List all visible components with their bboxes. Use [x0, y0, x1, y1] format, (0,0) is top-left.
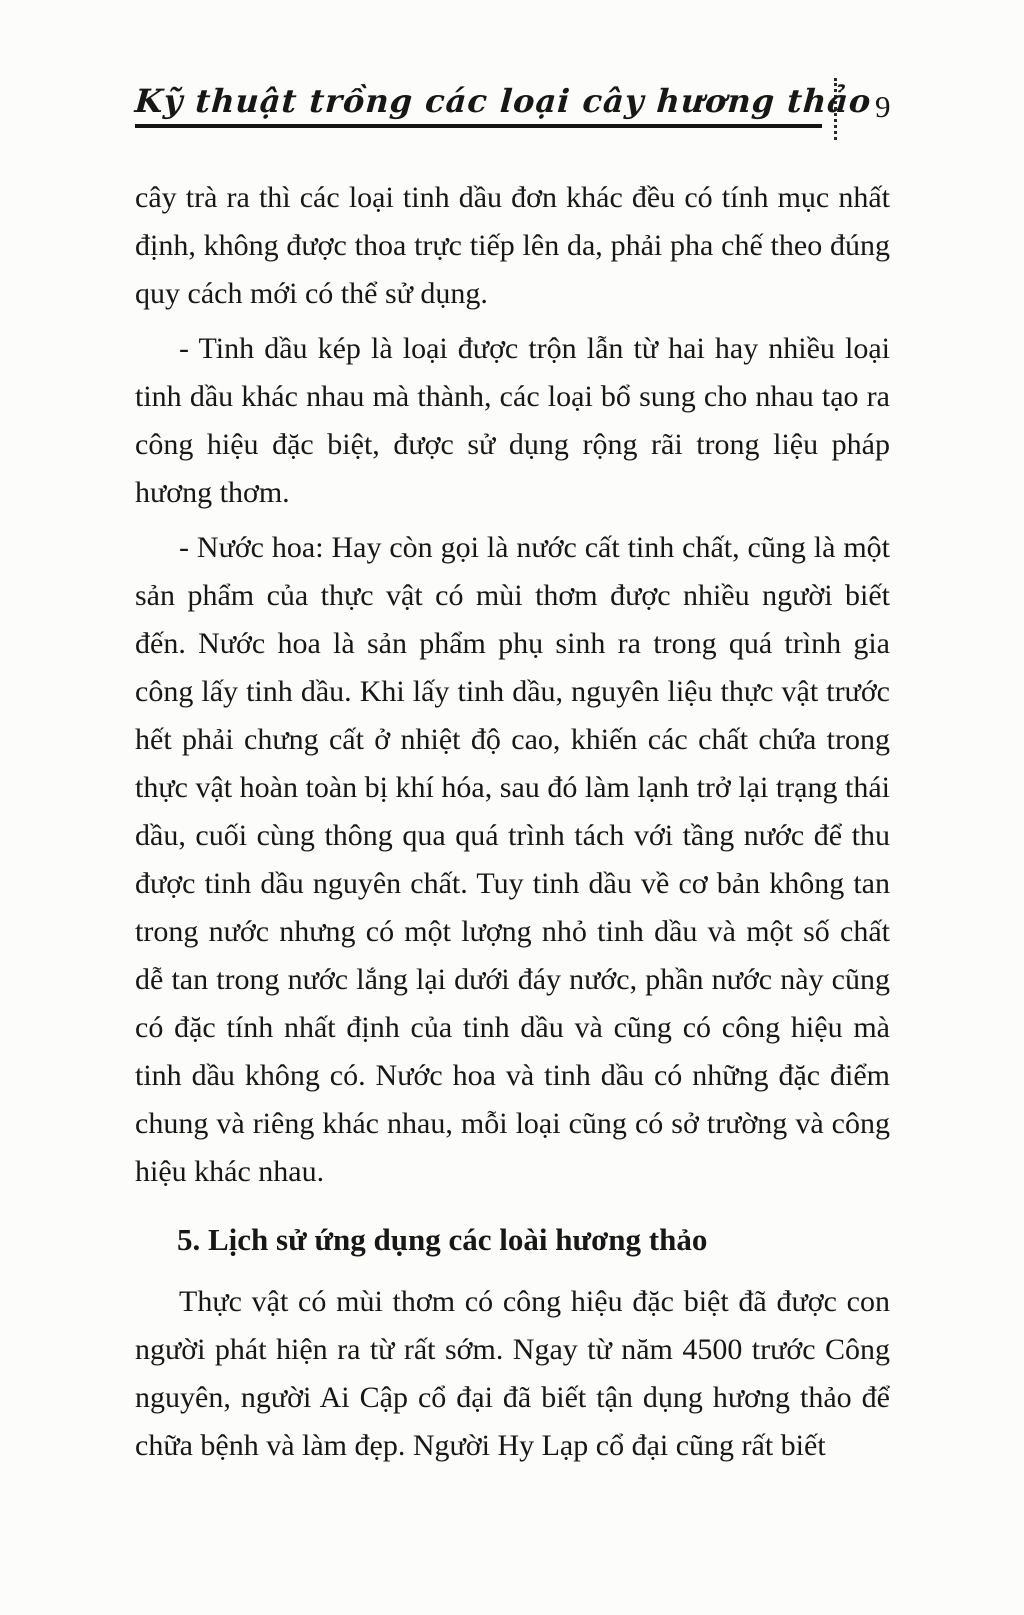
paragraph-continuation: cây trà ra thì các loại tinh dầu đơn khác đều có tính mục nhất định, không được thoa trực tiếp lên da, phải pha chế theo đúng quy cách mới có thể sử dụng. — [135, 181, 890, 310]
paragraph-tinh-dau-kep: - Tinh dầu kép là loại được trộn lẫn từ hai hay nhiều loại tinh dầu khác nhau mà thành, các loại bổ sung cho nhau tạo ra công hiệu đặc biệt, được sử dụng rộng rãi trong liệu pháp hương thơm. — [135, 332, 890, 509]
running-title-block — [133, 81, 873, 128]
paragraph-lich-su: Thực vật có mùi thơm có công hiệu đặc biệt đã được con người phát hiện ra từ rất sớm. Ngay từ năm 4500 trước Công nguyên, người Ai Cập cổ đại đã biết tận dụng hương thảo để chữa bệnh và làm đẹp. Người Hy Lạp cổ đại cũng rất biết — [135, 1285, 890, 1462]
page-number: 9 — [875, 89, 891, 124]
page-header — [135, 78, 890, 128]
page-body — [135, 174, 890, 1470]
running-title: Kỹ thuật trồng các loại cây hương thảo — [133, 81, 873, 120]
section-heading: 5. Lịch sử ứng dụng các loài hương thảo — [177, 1222, 708, 1257]
paragraph-nuoc-hoa: - Nước hoa: Hay còn gọi là nước cất tinh chất, cũng là một sản phẩm của thực vật có mùi thơm được nhiều người biết đến. Nước hoa là sản phẩm phụ sinh ra trong quá trình gia công lấy tinh dầu. Khi lấy tinh dầu, nguyên liệu thực vật trước hết phải chưng cất ở nhiệt độ cao, khiến các chất chứa trong thực vật hoàn toàn bị khí hóa, sau đó làm lạnh trở lại trạng thái dầu, cuối cùng thông qua quá trình tách với tầng nước để thu được tinh dầu nguyên chất. Tuy tinh dầu về cơ bản không tan trong nước nhưng có một lượng nhỏ tinh dầu và một số chất dễ tan trong nước lắng lại dưới đáy nước, phần nước này cũng có đặc tính nhất định của tinh dầu và cũng có công hiệu mà tinh dầu không có. Nước hoa và tinh dầu có những đặc điểm chung và riêng khác nhau, mỗi loại cũng có sở trường và công hiệu khác nhau. — [135, 531, 890, 1188]
